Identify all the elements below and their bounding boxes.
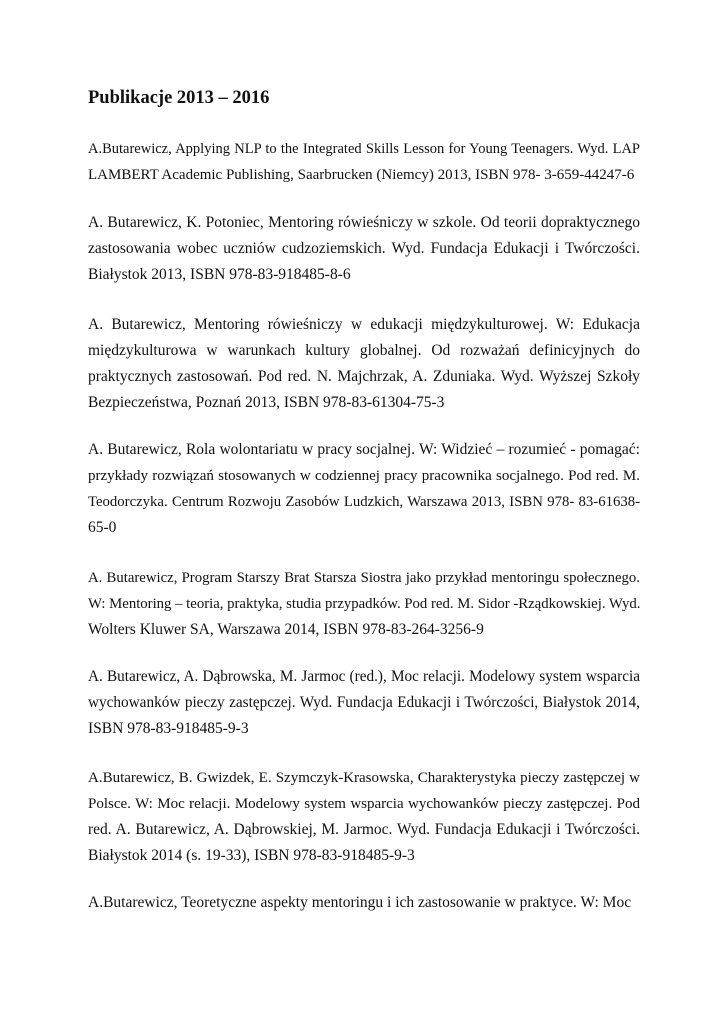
entry-line: praktycznych zastosowań. Pod red. N. Majchrzak, A. Zduniaka. Wyd. Wyższej Szkoły — [88, 368, 640, 385]
publication-entry — [88, 312, 640, 416]
entry-line: A. Butarewicz, Mentoring rówieśniczy w edukacji międzykulturowej. W: Edukacja — [88, 316, 640, 333]
publication-entry — [88, 437, 640, 541]
entry-line: A.Butarewicz, B. Gwizdek, E. Szymczyk-Krasowska, Charakterystyka pieczy zastępczej w — [88, 770, 640, 786]
entry-line: A.Butarewicz, Teoretyczne aspekty mentoringu i ich zastosowanie w praktyce. W: Moc — [88, 894, 632, 911]
publication-entry — [88, 565, 640, 643]
publication-entry — [88, 890, 640, 916]
entry-line: 65-0 — [88, 519, 117, 536]
publication-entry — [88, 664, 640, 742]
entry-line: A. Butarewicz, A. Dąbrowska, M. Jarmoc (red.), Moc relacji. Modelowy system wsparcia — [88, 668, 640, 685]
entry-line: W: Mentoring – teoria, praktyka, studia przypadków. Pod red. M. Sidor -Rządkowskiej. Wyd. — [88, 596, 641, 612]
entry-line: Białystok 2013, ISBN 978-83-918485-8-6 — [88, 266, 351, 283]
entry-line: zastosowania wobec uczniów cudzoziemskich. Wyd. Fundacja Edukacji i Twórczości. — [88, 240, 640, 257]
entry-line: A. Butarewicz, Rola wolontariatu w pracy socjalnej. W: Widzieć – rozumieć - pomagać: — [88, 441, 640, 458]
entry-line: Białystok 2014 (s. 19-33), ISBN 978-83-918485-9-3 — [88, 847, 415, 864]
entry-line: A. Butarewicz, K. Potoniec, Mentoring rówieśniczy w szkole. Od teorii dopraktycznego — [88, 214, 640, 231]
publication-entry — [88, 765, 640, 869]
entry-line: wychowanków pieczy zastępczej. Wyd. Fundacja Edukacji i Twórczości, Białystok 2014, — [88, 694, 640, 711]
entry-line: LAMBERT Academic Publishing, Saarbrucken (Niemcy) 2013, ISBN 978- 3-659-44247-6 — [88, 167, 635, 183]
entry-line: A.Butarewicz, Applying NLP to the Integrated Skills Lesson for Young Teenagers. Wyd. LAP — [88, 141, 640, 157]
entry-line: ISBN 978-83-918485-9-3 — [88, 720, 249, 737]
entry-line: przykłady rozwiązań stosowanych w codziennej pracy pracownika socjalnego. Pod red. M. — [88, 468, 640, 484]
entry-line: międzykulturowa w warunkach kultury globalnej. Od rozważań definicyjnych do — [88, 342, 640, 359]
entry-line: red. A. Butarewicz, A. Dąbrowskiej, M. Jarmoc. Wyd. Fundacja Edukacji i Twórczości. — [88, 821, 640, 838]
page-title: Publikacje 2013 – 2016 — [88, 88, 270, 108]
entry-line: Teodorczyka. Centrum Rozwoju Zasobów Ludzkich, Warszawa 2013, ISBN 978- 83-61638- — [88, 494, 640, 510]
publication-entry — [88, 136, 640, 188]
publication-entry — [88, 210, 640, 288]
entry-line: Bezpieczeństwa, Poznań 2013, ISBN 978-83-61304-75-3 — [88, 394, 445, 411]
entry-line: A. Butarewicz, Program Starszy Brat Starsza Siostra jako przykład mentoringu społecznego. — [88, 570, 640, 586]
entry-line: Wolters Kluwer SA, Warszawa 2014, ISBN 978-83-264-3256-9 — [88, 621, 484, 638]
entry-line: Polsce. W: Moc relacji. Modelowy system wsparcia wychowanków pieczy zastępczej. Pod — [88, 796, 640, 812]
